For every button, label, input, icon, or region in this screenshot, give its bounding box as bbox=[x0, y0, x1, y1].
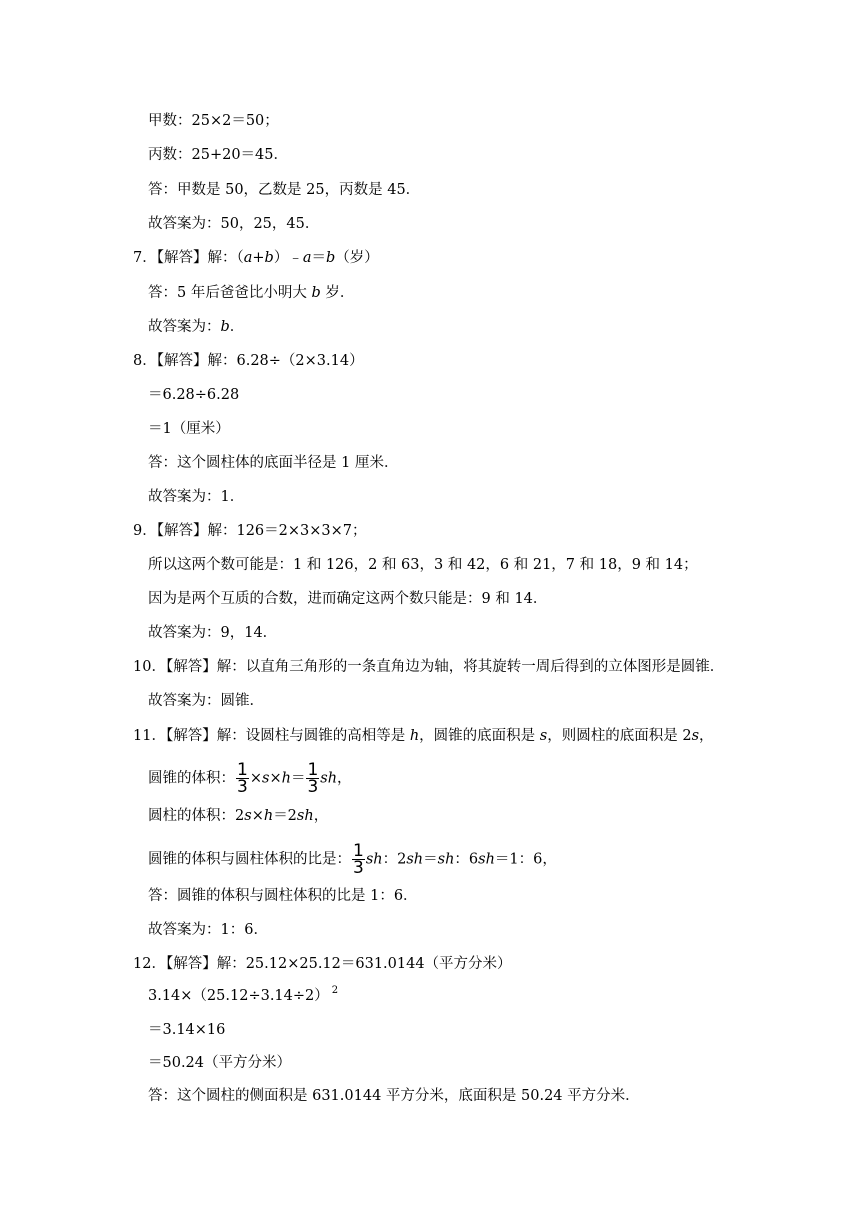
q10-number: 10． bbox=[133, 659, 166, 675]
q11-answer: 答：圆锥的体积与圆柱体积的比是 1：6． bbox=[148, 888, 418, 904]
q11-final: 故答案为：1：6． bbox=[148, 922, 268, 938]
q6-line-1: 甲数：25×2＝50； bbox=[148, 113, 279, 129]
q9-tag: 【解答】解：126＝2×3×3×7； bbox=[156, 523, 367, 539]
q7-expression: （a+b）﹣a＝b（岁） bbox=[236, 250, 379, 266]
q11-heading bbox=[133, 726, 714, 746]
q10-final: 故答案为：圆锥． bbox=[148, 693, 264, 709]
q9-line-3: 因为是两个互质的合数，进而确定这两个数只能是：9 和 14． bbox=[148, 591, 548, 607]
q9-final: 故答案为：9，14． bbox=[148, 625, 278, 641]
q6-answer: 答：甲数是 50，乙数是 25，丙数是 45． bbox=[148, 182, 421, 198]
q7-final: 故答案为：b． bbox=[148, 319, 245, 335]
q7-heading bbox=[133, 248, 379, 268]
q11-tag: 【解答】解：设圆柱与圆锥的高相等是 h，圆锥的底面积是 s，则圆柱的底面积是 2s， bbox=[165, 728, 714, 744]
q8-line-2: ＝6.28÷6.28 bbox=[148, 387, 240, 403]
q11-cone-volume: 圆锥的体积： $\frac{1}{3}$ ×s×h＝ $\frac{1}{3}$ sh， bbox=[148, 760, 352, 797]
q12-tag: 【解答】解：25.12×25.12＝631.0144（平方分米） bbox=[165, 956, 512, 972]
q9-heading bbox=[133, 521, 367, 541]
q8-tag: 【解答】解：6.28÷（2×3.14） bbox=[156, 353, 364, 369]
q9-line-2: 所以这两个数可能是：1 和 126，2 和 63，3 和 42，6 和 21，7 和 18，9 和 14； bbox=[148, 557, 698, 573]
q12-answer: 答：这个圆柱的侧面积是 631.0144 平方分米，底面积是 50.24 平方分米． bbox=[148, 1088, 640, 1104]
q12-number: 12． bbox=[133, 956, 166, 972]
q12-heading bbox=[133, 954, 512, 974]
q8-line-3: ＝1（厘米） bbox=[148, 421, 230, 437]
q7-number: 7． bbox=[133, 250, 157, 266]
fraction-one-third: $\frac{1}{3}$ bbox=[307, 760, 319, 797]
q10-tag: 【解答】解：以直角三角形的一条直角边为轴，将其旋转一周后得到的立体图形是圆锥． bbox=[165, 659, 725, 675]
q11-ratio: 圆锥的体积与圆柱体积的比是： $\frac{1}{3}$ sh：2sh＝sh：6sh＝1：6， bbox=[148, 841, 557, 878]
q10-heading bbox=[133, 657, 724, 677]
q6-final: 故答案为：50，25，45． bbox=[148, 216, 320, 232]
q6-line-2: 丙数：25+20＝45． bbox=[148, 147, 289, 163]
q11-number: 11． bbox=[133, 728, 166, 744]
fraction-one-third: $\frac{1}{3}$ bbox=[353, 841, 364, 878]
exponent: 2 bbox=[331, 985, 339, 996]
q12-line-2: 3.14×（25.12÷3.14÷2） $^2$ bbox=[148, 985, 339, 1004]
q8-number: 8． bbox=[133, 353, 157, 369]
q11-cylinder-volume: 圆柱的体积：2s×h＝2sh， bbox=[148, 808, 329, 824]
q8-final: 故答案为：1． bbox=[148, 489, 245, 505]
q8-answer: 答：这个圆柱体的底面半径是 1 厘米． bbox=[148, 455, 399, 471]
fraction-one-third: $\frac{1}{3}$ bbox=[237, 760, 248, 797]
q12-line-3: ＝3.14×16 bbox=[148, 1022, 226, 1038]
q7-tag: 【解答】解： bbox=[156, 250, 237, 266]
q12-line-4: ＝50.24（平方分米） bbox=[148, 1055, 292, 1071]
q8-heading bbox=[133, 351, 364, 371]
q7-answer: 答：5 年后爸爸比小明大 b 岁． bbox=[148, 285, 355, 301]
q9-number: 9． bbox=[133, 523, 157, 539]
